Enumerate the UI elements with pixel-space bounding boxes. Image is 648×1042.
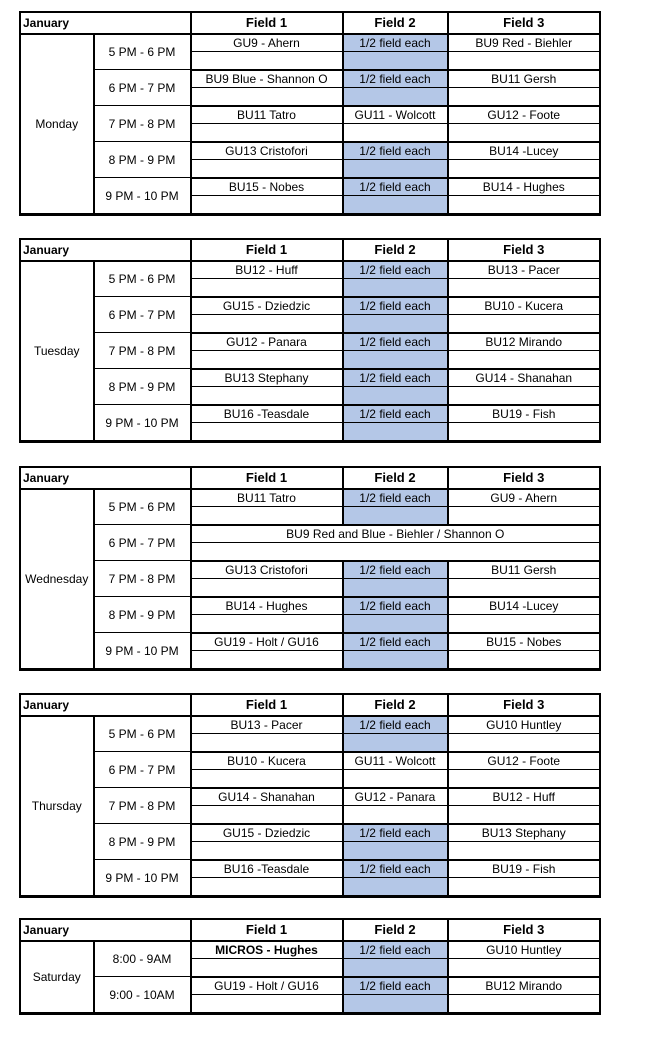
field-2-assignment-lower [343, 734, 448, 752]
slot-row [21, 716, 600, 734]
field-2-assignment: GU11 - Wolcott [343, 752, 448, 770]
field-1-assignment-lower [191, 387, 343, 405]
field-3-assignment: BU15 - Nobes [448, 633, 600, 651]
field-1-assignment-lower [191, 842, 343, 860]
field-3-assignment-lower [448, 770, 600, 788]
field-1-assignment: GU9 - Ahern [191, 34, 343, 52]
slot-row [21, 752, 600, 770]
field-3-assignment: BU14 -Lucey [448, 597, 600, 615]
schedule-table-monday [20, 12, 600, 215]
field-1-assignment: GU19 - Holt / GU16 [191, 977, 343, 995]
field-2-assignment: 1/2 field each [343, 70, 448, 88]
month-label: January [21, 920, 191, 941]
field-2-assignment-lower [343, 995, 448, 1013]
time-slot-label: 8 PM - 9 PM [94, 824, 191, 860]
field-2-assignment-lower [343, 878, 448, 896]
field-2-assignment: 1/2 field each [343, 860, 448, 878]
field-3-assignment-lower [448, 423, 600, 441]
field-1-assignment: BU11 Tatro [191, 106, 343, 124]
field-2-assignment-lower [343, 615, 448, 633]
slot-row [21, 70, 600, 88]
field-2-assignment: 1/2 field each [343, 597, 448, 615]
time-slot-label: 7 PM - 8 PM [94, 788, 191, 824]
day-label: Tuesday [21, 261, 94, 441]
time-slot-label: 9 PM - 10 PM [94, 633, 191, 669]
field-2-assignment: 1/2 field each [343, 333, 448, 351]
field-2-assignment-lower [343, 52, 448, 70]
field-3-assignment: BU14 -Lucey [448, 142, 600, 160]
field-2-assignment: 1/2 field each [343, 489, 448, 507]
field-3-assignment-lower [448, 387, 600, 405]
field-3-assignment: GU10 Huntley [448, 941, 600, 959]
field-3-assignment-lower [448, 842, 600, 860]
field-1-assignment: MICROS - Hughes [191, 941, 343, 959]
field-3-header: Field 3 [448, 13, 600, 34]
field-1-assignment-lower [191, 279, 343, 297]
field-2-header: Field 2 [343, 240, 448, 261]
slot-row [21, 106, 600, 124]
field-3-assignment-lower [448, 279, 600, 297]
field-2-assignment: 1/2 field each [343, 977, 448, 995]
slot-row [21, 561, 600, 579]
day-label: Wednesday [21, 489, 94, 669]
field-1-assignment: GU14 - Shanahan [191, 788, 343, 806]
field-3-header: Field 3 [448, 240, 600, 261]
field-2-assignment-lower [343, 279, 448, 297]
field-1-assignment-lower [191, 423, 343, 441]
month-label: January [21, 13, 191, 34]
field-1-assignment-lower [191, 734, 343, 752]
field-3-assignment: BU19 - Fish [448, 860, 600, 878]
time-slot-label: 5 PM - 6 PM [94, 34, 191, 70]
slot-row [21, 333, 600, 351]
field-2-assignment: 1/2 field each [343, 369, 448, 387]
slot-row [21, 977, 600, 995]
merged-field-assignment: BU9 Red and Blue - Biehler / Shannon O [191, 525, 600, 543]
field-2-assignment-lower [343, 160, 448, 178]
field-3-assignment: BU14 - Hughes [448, 178, 600, 196]
field-3-assignment-lower [448, 507, 600, 525]
field-3-assignment-lower [448, 734, 600, 752]
field-1-assignment: BU10 - Kucera [191, 752, 343, 770]
slot-row [21, 34, 600, 52]
field-2-assignment-lower [343, 88, 448, 106]
field-1-header: Field 1 [191, 695, 343, 716]
field-2-assignment-lower [343, 842, 448, 860]
field-1-assignment: BU16 -Teasdale [191, 405, 343, 423]
field-1-assignment-lower [191, 88, 343, 106]
slot-row [21, 369, 600, 387]
slot-row [21, 824, 600, 842]
time-slot-label: 5 PM - 6 PM [94, 489, 191, 525]
month-label: January [21, 240, 191, 261]
field-3-assignment: BU19 - Fish [448, 405, 600, 423]
time-slot-label: 9:00 - 10AM [94, 977, 191, 1013]
field-2-header: Field 2 [343, 695, 448, 716]
field-3-assignment-lower [448, 878, 600, 896]
time-slot-label: 6 PM - 7 PM [94, 297, 191, 333]
field-3-assignment-lower [448, 351, 600, 369]
field-1-assignment-lower [191, 651, 343, 669]
field-1-assignment: GU15 - Dziedzic [191, 297, 343, 315]
field-3-assignment-lower [448, 959, 600, 977]
field-1-assignment-lower [191, 579, 343, 597]
field-1-assignment: GU13 Cristofori [191, 561, 343, 579]
slot-row [21, 597, 600, 615]
slot-row [21, 489, 600, 507]
field-3-assignment: GU10 Huntley [448, 716, 600, 734]
field-1-assignment-lower [191, 351, 343, 369]
field-1-assignment-lower [191, 52, 343, 70]
field-3-assignment-lower [448, 160, 600, 178]
time-slot-label: 8 PM - 9 PM [94, 142, 191, 178]
field-3-assignment: BU12 - Huff [448, 788, 600, 806]
field-3-assignment-lower [448, 579, 600, 597]
slot-row [21, 297, 600, 315]
field-3-assignment: GU12 - Foote [448, 106, 600, 124]
field-2-assignment: 1/2 field each [343, 297, 448, 315]
field-2-assignment-lower [343, 124, 448, 142]
field-3-assignment-lower [448, 806, 600, 824]
field-2-assignment-lower [343, 315, 448, 333]
field-2-assignment-lower [343, 196, 448, 214]
month-label: January [21, 468, 191, 489]
field-2-assignment-lower [343, 351, 448, 369]
field-1-assignment: BU9 Blue - Shannon O [191, 70, 343, 88]
time-slot-label: 8 PM - 9 PM [94, 369, 191, 405]
time-slot-label: 5 PM - 6 PM [94, 261, 191, 297]
field-3-header: Field 3 [448, 468, 600, 489]
field-3-assignment: BU12 Mirando [448, 977, 600, 995]
field-2-assignment: 1/2 field each [343, 716, 448, 734]
slot-row [21, 142, 600, 160]
day-label: Monday [21, 34, 94, 214]
time-slot-label: 9 PM - 10 PM [94, 178, 191, 214]
field-1-assignment-lower [191, 315, 343, 333]
day-label: Saturday [21, 941, 94, 1013]
merged-field-blank [191, 543, 600, 561]
field-3-assignment: BU13 - Pacer [448, 261, 600, 279]
field-1-header: Field 1 [191, 468, 343, 489]
field-2-assignment-lower [343, 387, 448, 405]
slot-row [21, 525, 600, 543]
field-1-assignment: BU14 - Hughes [191, 597, 343, 615]
slot-row [21, 261, 600, 279]
field-3-assignment-lower [448, 124, 600, 142]
field-3-assignment: GU9 - Ahern [448, 489, 600, 507]
field-1-assignment: BU12 - Huff [191, 261, 343, 279]
time-slot-label: 9 PM - 10 PM [94, 405, 191, 441]
field-1-header: Field 1 [191, 240, 343, 261]
field-2-assignment-lower [343, 651, 448, 669]
field-2-header: Field 2 [343, 920, 448, 941]
field-2-assignment-lower [343, 959, 448, 977]
slot-row [21, 941, 600, 959]
field-3-assignment-lower [448, 88, 600, 106]
field-3-assignment-lower [448, 196, 600, 214]
slot-row [21, 788, 600, 806]
field-1-assignment: GU13 Cristofori [191, 142, 343, 160]
field-1-assignment: BU11 Tatro [191, 489, 343, 507]
field-3-assignment: BU13 Stephany [448, 824, 600, 842]
field-1-assignment-lower [191, 196, 343, 214]
field-1-assignment: BU13 - Pacer [191, 716, 343, 734]
field-1-assignment-lower [191, 770, 343, 788]
field-1-assignment-lower [191, 995, 343, 1013]
field-1-assignment-lower [191, 959, 343, 977]
time-slot-label: 9 PM - 10 PM [94, 860, 191, 896]
field-3-header: Field 3 [448, 920, 600, 941]
field-3-assignment: BU12 Mirando [448, 333, 600, 351]
time-slot-label: 6 PM - 7 PM [94, 70, 191, 106]
field-2-assignment: 1/2 field each [343, 561, 448, 579]
schedule-table-tuesday [20, 239, 600, 442]
field-3-assignment: BU11 Gersh [448, 561, 600, 579]
field-2-assignment-lower [343, 507, 448, 525]
time-slot-label: 7 PM - 8 PM [94, 106, 191, 142]
field-1-assignment-lower [191, 806, 343, 824]
field-2-assignment: 1/2 field each [343, 178, 448, 196]
time-slot-label: 8 PM - 9 PM [94, 597, 191, 633]
field-1-assignment: BU13 Stephany [191, 369, 343, 387]
time-slot-label: 5 PM - 6 PM [94, 716, 191, 752]
time-slot-label: 8:00 - 9AM [94, 941, 191, 977]
field-2-assignment: 1/2 field each [343, 405, 448, 423]
time-slot-label: 6 PM - 7 PM [94, 752, 191, 788]
field-2-assignment-lower [343, 579, 448, 597]
field-1-assignment-lower [191, 878, 343, 896]
field-2-assignment: 1/2 field each [343, 824, 448, 842]
field-2-assignment-lower [343, 806, 448, 824]
time-slot-label: 7 PM - 8 PM [94, 333, 191, 369]
field-3-assignment-lower [448, 651, 600, 669]
header-row [21, 13, 600, 34]
day-label: Thursday [21, 716, 94, 896]
field-2-assignment-lower [343, 423, 448, 441]
field-2-assignment: 1/2 field each [343, 34, 448, 52]
slot-row [21, 178, 600, 196]
field-1-header: Field 1 [191, 13, 343, 34]
header-row [21, 920, 600, 941]
time-slot-label: 7 PM - 8 PM [94, 561, 191, 597]
slot-row [21, 633, 600, 651]
field-3-assignment: GU12 - Foote [448, 752, 600, 770]
field-2-assignment: 1/2 field each [343, 142, 448, 160]
schedule-table-thursday [20, 694, 600, 897]
field-3-assignment: BU10 - Kucera [448, 297, 600, 315]
month-label: January [21, 695, 191, 716]
field-2-assignment-lower [343, 770, 448, 788]
field-1-assignment: BU15 - Nobes [191, 178, 343, 196]
field-2-assignment: 1/2 field each [343, 261, 448, 279]
slot-row [21, 860, 600, 878]
field-1-assignment-lower [191, 160, 343, 178]
field-3-assignment: BU9 Red - Biehler [448, 34, 600, 52]
field-3-assignment: GU14 - Shanahan [448, 369, 600, 387]
header-row [21, 468, 600, 489]
field-3-assignment-lower [448, 315, 600, 333]
schedule-table-wednesday [20, 467, 600, 670]
header-row [21, 695, 600, 716]
field-3-header: Field 3 [448, 695, 600, 716]
field-2-assignment: 1/2 field each [343, 941, 448, 959]
field-1-assignment-lower [191, 124, 343, 142]
field-3-assignment: BU11 Gersh [448, 70, 600, 88]
field-2-assignment: GU11 - Wolcott [343, 106, 448, 124]
schedule-table-saturday [20, 919, 600, 1014]
header-row [21, 240, 600, 261]
field-3-assignment-lower [448, 615, 600, 633]
field-1-assignment-lower [191, 615, 343, 633]
field-3-assignment-lower [448, 52, 600, 70]
field-2-assignment: 1/2 field each [343, 633, 448, 651]
field-2-header: Field 2 [343, 468, 448, 489]
field-3-assignment-lower [448, 995, 600, 1013]
field-2-assignment: GU12 - Panara [343, 788, 448, 806]
field-1-assignment: GU19 - Holt / GU16 [191, 633, 343, 651]
slot-row [21, 405, 600, 423]
field-2-header: Field 2 [343, 13, 448, 34]
field-1-assignment-lower [191, 507, 343, 525]
field-1-assignment: GU12 - Panara [191, 333, 343, 351]
field-1-header: Field 1 [191, 920, 343, 941]
field-1-assignment: BU16 -Teasdale [191, 860, 343, 878]
time-slot-label: 6 PM - 7 PM [94, 525, 191, 561]
field-1-assignment: GU15 - Dziedzic [191, 824, 343, 842]
